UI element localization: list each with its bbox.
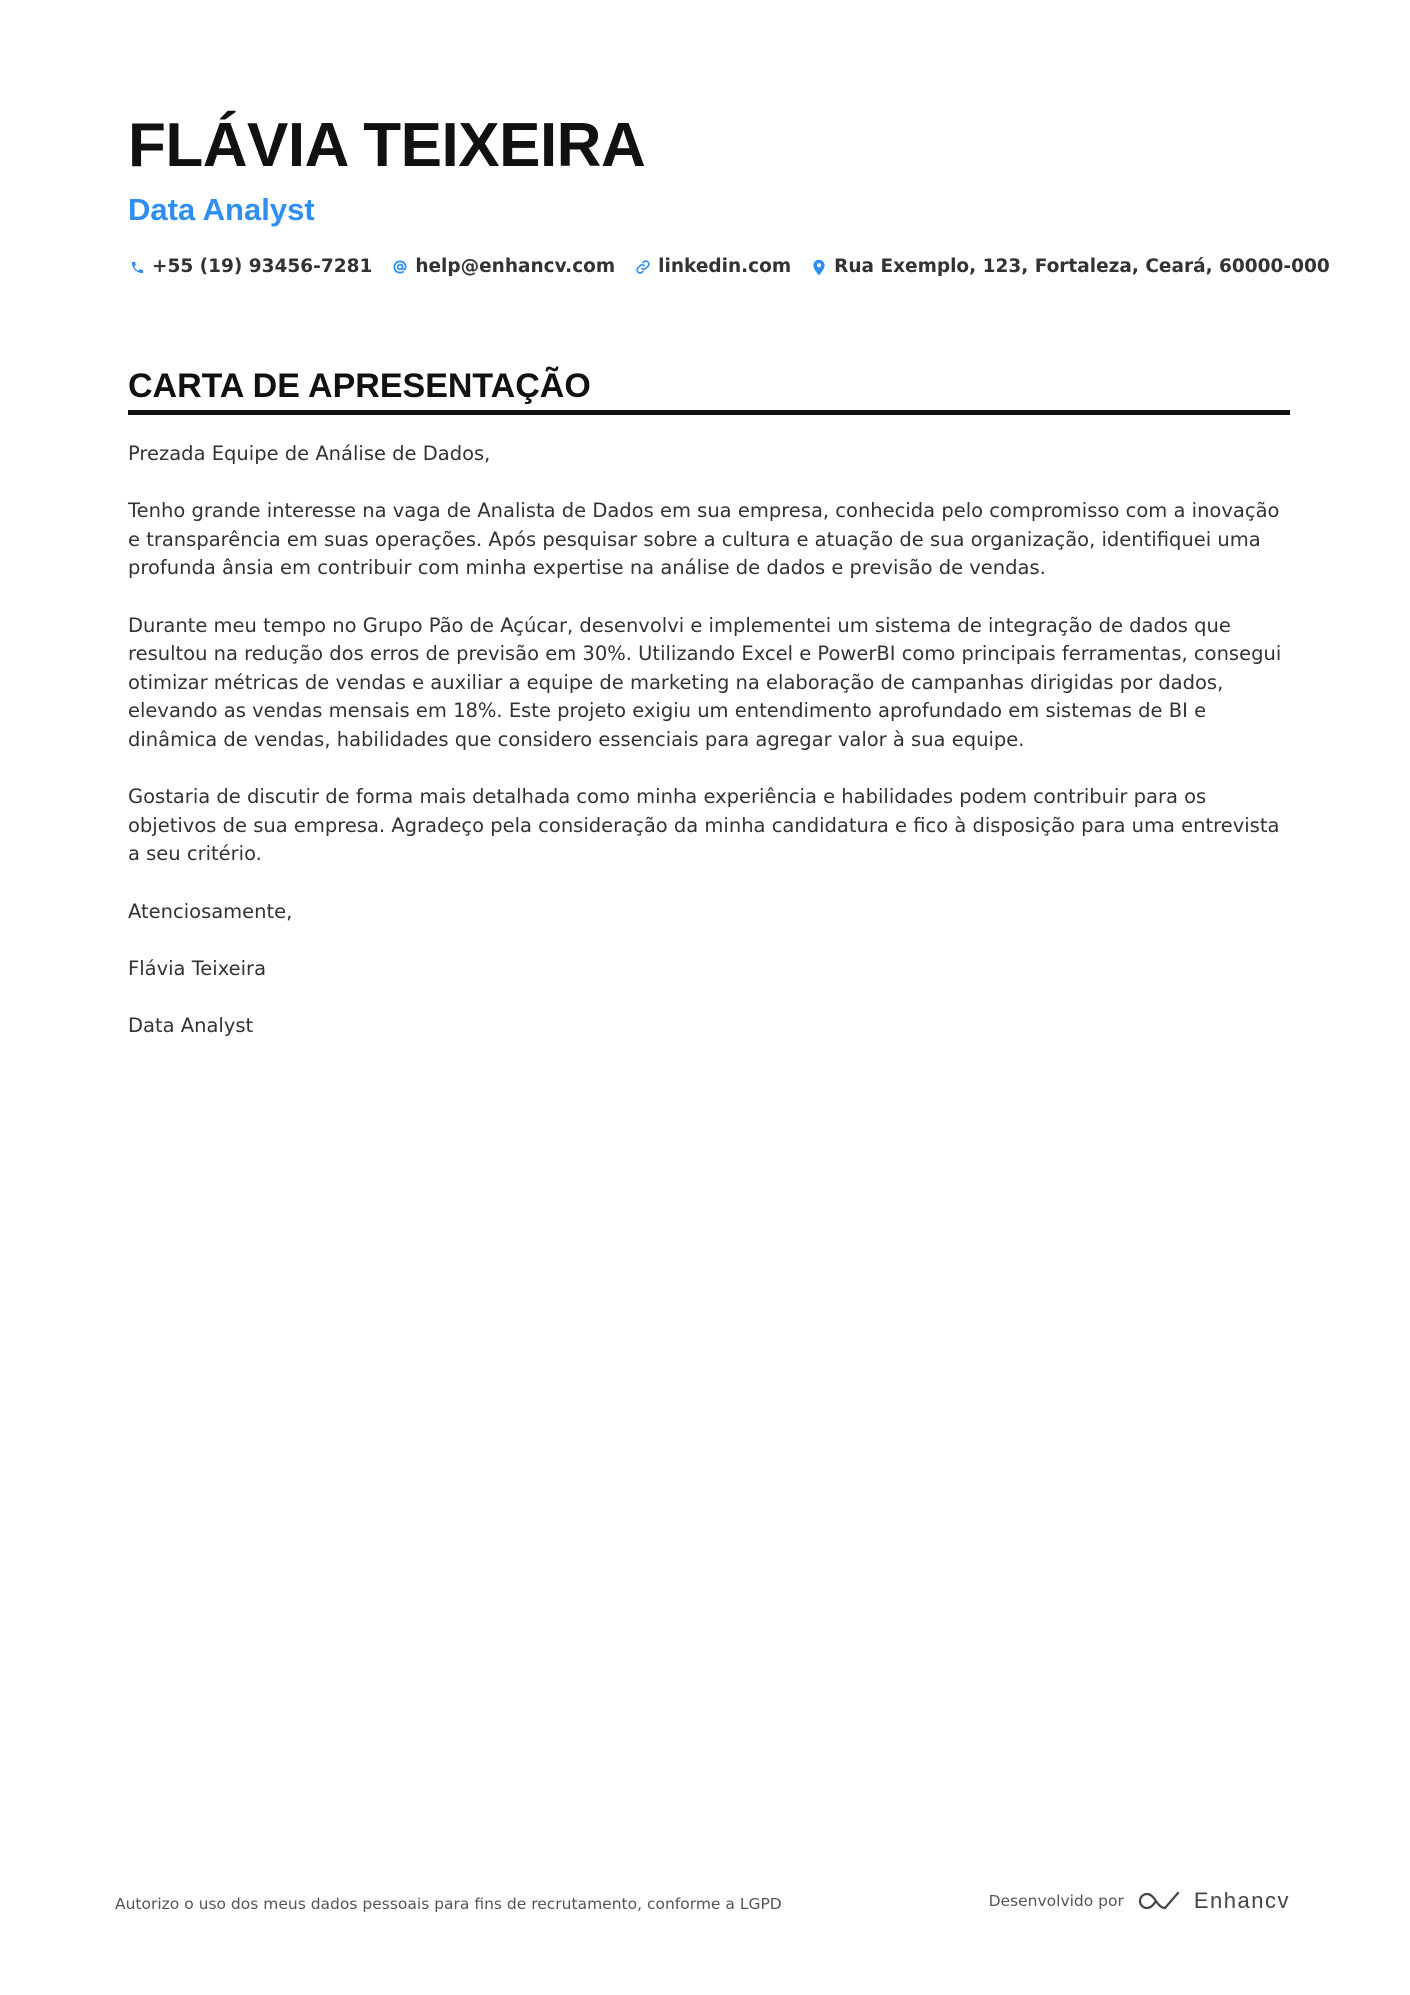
- contact-address: [810, 253, 1330, 281]
- candidate-name: FLÁVIA TEIXEIRA: [128, 111, 646, 180]
- contact-email: [391, 253, 615, 281]
- contact-linkedin: [634, 253, 791, 281]
- signature-role: Data Analyst: [128, 1013, 254, 1037]
- letter-paragraph: Tenho grande interesse na vaga de Analista de Dados em sua empresa, conhecida pelo compromisso com a inovação e transparência em suas operações. Após pesquisar sobre a cultura e atuação de sua organização, identifiquei uma profunda ânsia em contribuir com minha expertise na análise de dados e previsão de vendas.: [128, 499, 1280, 580]
- contact-phone-text[interactable]: +55 (19) 93456-7281: [152, 256, 373, 277]
- contact-email-text[interactable]: help@enhancv.com: [415, 256, 616, 277]
- letter-greeting: Prezada Equipe de Análise de Dados,: [128, 442, 491, 465]
- location-pin-icon: [810, 258, 828, 276]
- signature-name: Flávia Teixeira: [128, 956, 267, 980]
- phone-icon: [128, 258, 146, 276]
- powered-by-label: Desenvolvido por: [988, 1892, 1124, 1910]
- contact-phone: [128, 253, 372, 281]
- contact-row: [128, 253, 1330, 281]
- candidate-role: Data Analyst: [128, 192, 315, 227]
- footer-consent-text: Autorizo o uso dos meus dados pessoais para fins de recrutamento, conforme a LGPD: [115, 1895, 782, 1913]
- enhancv-logo-icon: [1136, 1889, 1182, 1913]
- letter-body: [128, 440, 1290, 1069]
- contact-linkedin-text[interactable]: linkedin.com: [658, 256, 792, 277]
- section-divider: [128, 410, 1290, 415]
- letter-paragraph: Gostaria de discutir de forma mais detalhada como minha experiência e habilidades podem contribuir para os objetivos de sua empresa. Agradeço pela consideração da minha candidatura e fico à disposição para uma entrevista a seu critério.: [128, 785, 1280, 866]
- at-icon: [391, 258, 409, 276]
- link-icon: [634, 258, 652, 276]
- section-title: CARTA DE APRESENTAÇÃO: [128, 367, 591, 405]
- footer-brand[interactable]: [989, 1888, 1290, 1914]
- brand-name: Enhancv: [1193, 1888, 1290, 1913]
- letter-closing: Atenciosamente,: [128, 899, 293, 923]
- contact-address-text: Rua Exemplo, 123, Fortaleza, Ceará, 60000-000: [834, 256, 1330, 277]
- letter-paragraph: Durante meu tempo no Grupo Pão de Açúcar, desenvolvi e implementei um sistema de integração de dados que resultou na redução dos erros de previsão em 30%. Utilizando Excel e PowerBI como principais ferramentas, consegui otimizar métricas de vendas e auxiliar a equipe de marketing na elaboração de campanhas dirigidas por dados, elevando as vendas mensais em 18%. Este projeto exigiu um entendimento aprofundado em sistemas de BI e dinâmica de vendas, habilidades que considero essenciais para agregar valor à sua equipe.: [128, 613, 1282, 751]
